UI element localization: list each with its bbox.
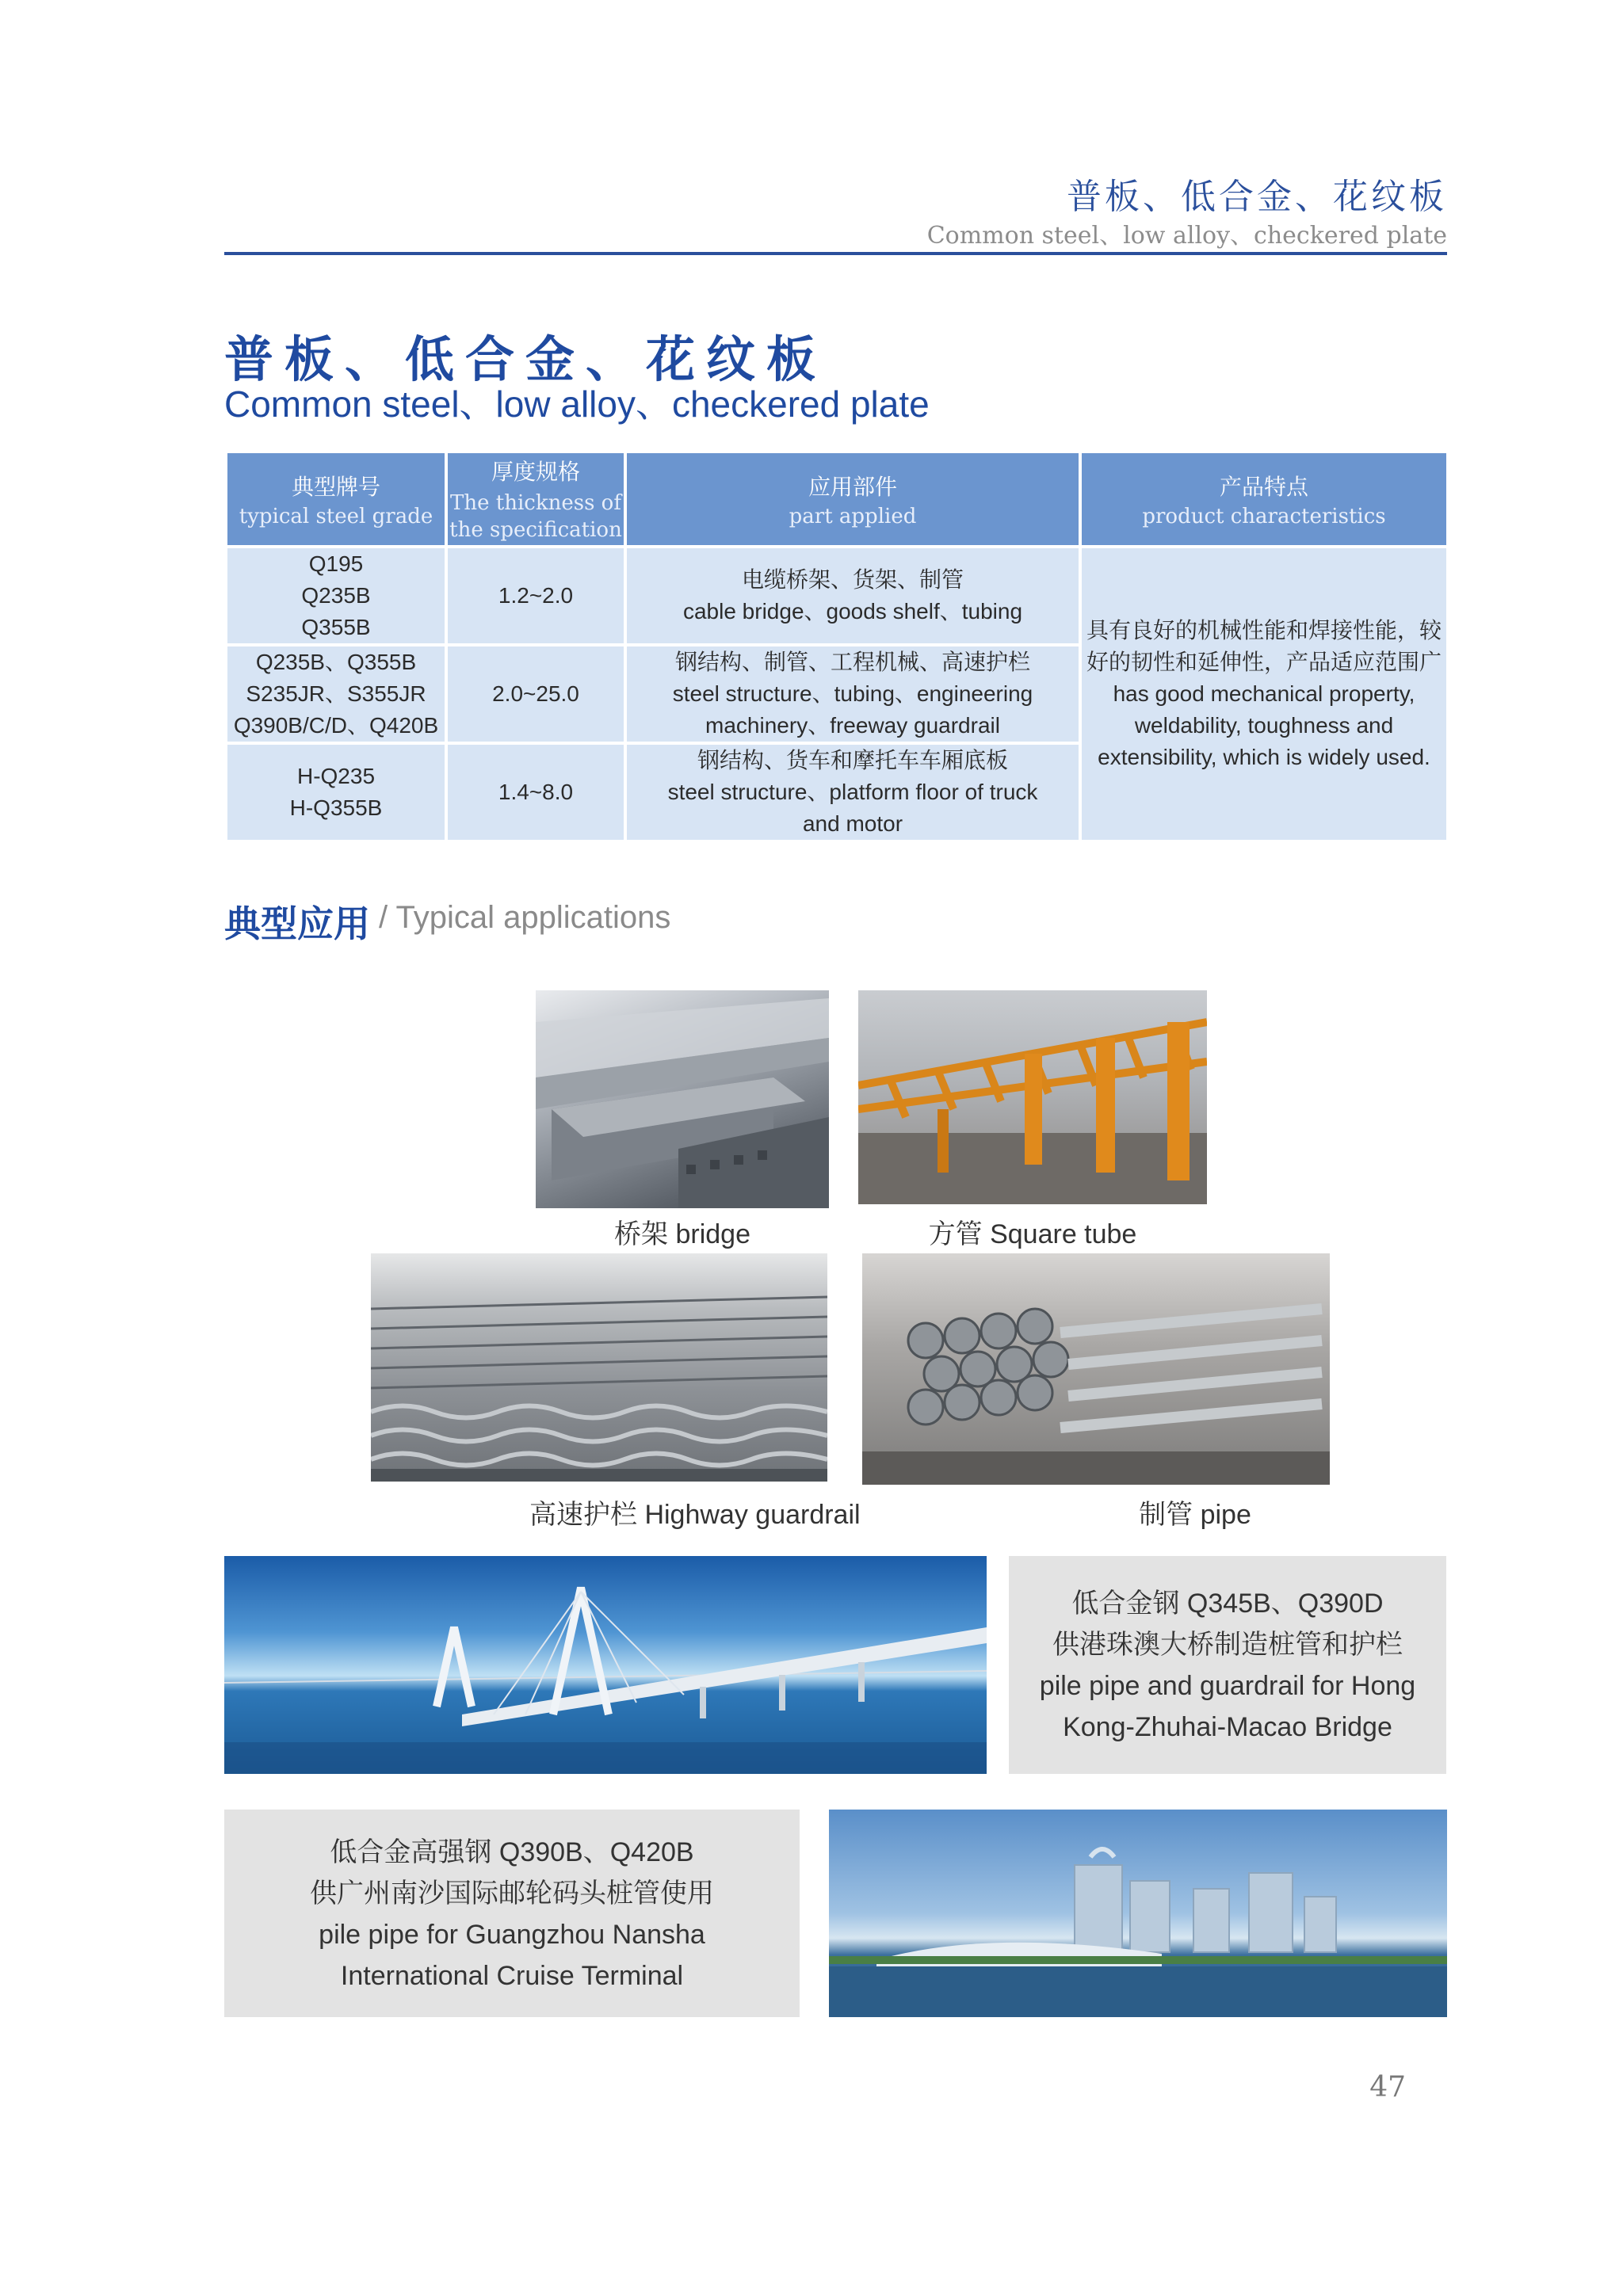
cell-parts: 电缆桥架、货架、制管 cable bridge、goods shelf、tubing xyxy=(627,548,1079,643)
page-number: 47 xyxy=(1369,2071,1406,2103)
header-divider xyxy=(224,252,1447,255)
section-title-en: Common steel、low alloy、checkered plate xyxy=(224,383,930,425)
nansha-line: International Cruise Terminal xyxy=(340,1961,684,1991)
pipe-caption: 制管 pipe xyxy=(1139,1500,1251,1530)
cell-thickness: 2.0~25.0 xyxy=(448,646,624,742)
nansha-line: 低合金高强钢 Q390B、Q420B xyxy=(330,1837,694,1867)
bridge-photo xyxy=(536,990,829,1208)
table-header-row xyxy=(227,453,1446,545)
th-thickness: 厚度规格 The thickness of the specification xyxy=(448,453,624,545)
cell-grade: H-Q235 H-Q355B xyxy=(227,745,445,840)
cell-thickness: 1.2~2.0 xyxy=(448,548,624,643)
guardrail-caption: 高速护栏 Highway guardrail xyxy=(529,1500,861,1530)
spec-table xyxy=(224,450,1448,843)
guardrail-photo xyxy=(371,1253,827,1482)
cell-thickness: 1.4~8.0 xyxy=(448,745,624,840)
hzm-line: pile pipe and guardrail for Hong xyxy=(1039,1671,1416,1701)
cell-parts: 钢结构、货车和摩托车车厢底板 steel structure、platform floor of truck and motor xyxy=(627,745,1079,840)
cell-characteristics: 具有良好的机械性能和焊接性能，较 好的韧性和延伸性，产品适应范围广 has good mechanical property, weldability, toughness and extensibility, which is widely used. xyxy=(1082,548,1446,840)
hzm-line: Kong-Zhuhai-Macao Bridge xyxy=(1063,1712,1392,1742)
th-grade: 典型牌号 typical steel grade xyxy=(227,453,445,545)
header-title-cn: 普板、低合金、花纹板 xyxy=(1067,177,1447,217)
nansha-line: pile pipe for Guangzhou Nansha xyxy=(319,1920,705,1950)
cell-parts: 钢结构、制管、工程机械、高速护栏 steel structure、tubing、engineering machinery、freeway guardrail xyxy=(627,646,1079,742)
hzm-line: 供港珠澳大桥制造桩管和护栏 xyxy=(1052,1630,1403,1660)
th-characteristics: 产品特点 product characteristics xyxy=(1082,453,1446,545)
pipe-photo xyxy=(862,1253,1330,1485)
square-tube-photo xyxy=(858,990,1207,1204)
section-title-cn: 普板、低合金、花纹板 xyxy=(224,330,827,388)
cell-grade: Q195 Q235B Q355B xyxy=(227,548,445,643)
nansha-project-box xyxy=(224,1810,800,2017)
header-title-en: Common steel、low alloy、checkered plate xyxy=(926,222,1447,250)
applications-title-cn: 典型应用 xyxy=(224,902,370,945)
bridge-caption: 桥架 bridge xyxy=(614,1219,750,1249)
square-tube-caption: 方管 Square tube xyxy=(928,1219,1137,1249)
hzm-line: 低合金钢 Q345B、Q390D xyxy=(1071,1589,1384,1619)
th-parts: 应用部件 part applied xyxy=(627,453,1079,545)
table-row xyxy=(227,548,1446,643)
nansha-terminal-photo xyxy=(829,1810,1447,2017)
nansha-line: 供广州南沙国际邮轮码头桩管使用 xyxy=(310,1878,714,1909)
applications-title-en: / Typical applications xyxy=(379,900,671,935)
cell-grade: Q235B、Q355B S235JR、S355JR Q390B/C/D、Q420B xyxy=(227,646,445,742)
hzm-project-box xyxy=(1009,1556,1446,1774)
hzm-bridge-photo xyxy=(224,1556,987,1774)
